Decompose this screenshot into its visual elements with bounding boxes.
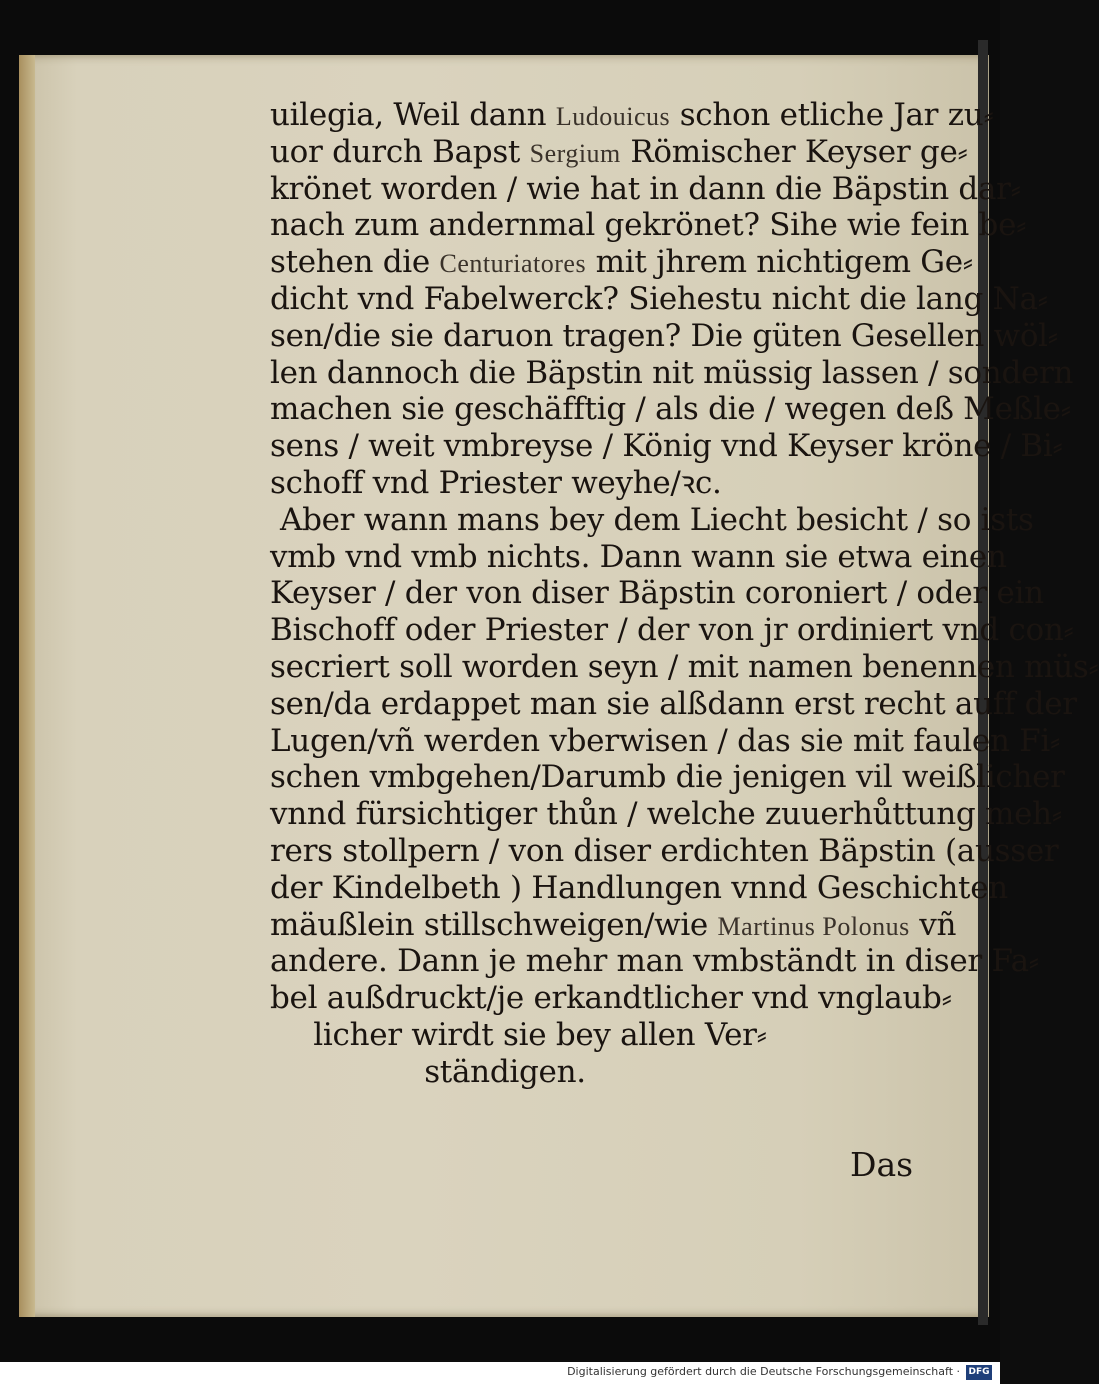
text-line xyxy=(270,1017,930,1054)
text-segment: bel außdruckt/je erkandtlicher vnd vnglaub⸗ xyxy=(270,980,952,1017)
text-line xyxy=(270,354,1074,392)
text-segment: der Kindelbeth ) Handlungen vnnd Geschichten xyxy=(270,869,1008,906)
text-segment: Keyser / der von diser Bäpstin coroniert / oder ein xyxy=(270,575,1044,612)
text-segment: uor durch Bapst xyxy=(270,133,530,170)
text-line xyxy=(270,280,1048,318)
text-segment: uilegia, Weil dann xyxy=(270,97,556,133)
text-line xyxy=(270,1054,930,1091)
text-segment: rers stollpern / von diser erdichten Bäpstin (ausser xyxy=(270,832,1059,869)
text-segment: mäußlein stillschweigen/wie xyxy=(270,906,718,943)
text-segment: vmb vnd vmb nichts. Dann wann sie etwa einen xyxy=(270,538,1007,575)
text-line xyxy=(270,97,994,134)
text-line xyxy=(270,133,968,171)
text-line xyxy=(270,648,1099,686)
text-line xyxy=(270,759,1065,796)
text-line xyxy=(270,575,1044,612)
roman-name: Centuriatores xyxy=(439,249,587,279)
text-segment: len dannoch die Bäpstin nit müssig lassen / sondern xyxy=(270,354,1074,391)
text-line xyxy=(270,685,1077,723)
text-segment: secriert soll worden seyn / mit namen benennen müs⸗ xyxy=(270,648,1099,685)
footer-bar xyxy=(0,1362,1000,1384)
text-line xyxy=(270,612,1074,649)
text-segment: ständigen. xyxy=(424,1053,586,1090)
roman-name: Martinus Polonus xyxy=(717,911,910,941)
catchword: Das xyxy=(850,1145,914,1184)
text-segment: machen sie geschäfftig / als die / wegen deß Meßle⸗ xyxy=(270,391,1071,428)
text-segment: vñ xyxy=(909,906,957,943)
text-segment: Aber wann mans bey dem Liecht besicht / so ists xyxy=(280,501,1034,538)
text-segment: dicht vnd Fabelwerck? Siehestu nicht die lang Na⸗ xyxy=(270,280,1048,317)
text-line xyxy=(270,980,952,1017)
text-segment: Lugen/vñ werden vberwisen / das sie mit faulen Fi⸗ xyxy=(270,722,1061,759)
text-segment: sen/da erdappet man sie alßdann erst recht auff der xyxy=(270,685,1077,722)
text-segment: vnnd fürsichtiger thůn / welche zuuerhůttung meh⸗ xyxy=(270,796,1062,833)
body-text xyxy=(270,97,1099,1091)
text-segment: Bischoff oder Priester / der von jr ordiniert vnd con⸗ xyxy=(270,612,1074,649)
text-line xyxy=(270,906,957,944)
footer-credit: Digitalisierung gefördert durch die Deutsche Forschungsgemeinschaft · xyxy=(567,1365,960,1378)
text-segment: schon etliche Jar zu⸗ xyxy=(670,97,994,133)
text-line xyxy=(270,943,1039,980)
text-line xyxy=(270,722,1061,760)
text-line xyxy=(270,538,1007,576)
text-line xyxy=(270,869,1008,907)
text-line xyxy=(270,428,1063,465)
page-gutter-edge xyxy=(19,55,35,1317)
text-segment: schoff vnd Priester weyhe/ꝛc. xyxy=(270,464,722,501)
text-line xyxy=(270,170,1021,208)
text-segment: schen vmbgehen/Darumb die jenigen vil weißlicher xyxy=(270,759,1065,796)
text-segment: krönet worden / wie hat in dann die Bäpstin dar⸗ xyxy=(270,170,1021,207)
roman-name: Ludouicus xyxy=(555,102,671,131)
text-segment: licher wirdt sie bey allen Ver⸗ xyxy=(313,1016,767,1053)
text-segment: sens / weit vmbreyse / König vnd Keyser kröne / Bi⸗ xyxy=(270,428,1063,465)
text-line xyxy=(270,244,973,281)
dfg-logo-icon: DFG xyxy=(966,1365,992,1380)
text-line xyxy=(270,317,1058,355)
roman-name: Sergium xyxy=(529,138,621,168)
text-line xyxy=(270,465,930,502)
text-line xyxy=(270,391,1071,428)
text-segment: sen/die sie daruon tragen? Die güten Gesellen wöl⸗ xyxy=(270,317,1058,354)
text-line xyxy=(270,207,1027,244)
text-line xyxy=(270,832,1059,870)
text-line xyxy=(270,501,1034,539)
text-segment: Römischer Keyser ge⸗ xyxy=(620,133,968,170)
text-segment: nach zum andernmal gekrönet? Sihe wie fein be⸗ xyxy=(270,207,1027,244)
text-segment: stehen die xyxy=(270,244,440,281)
text-segment: andere. Dann je mehr man vmbständt in diser Fa⸗ xyxy=(270,943,1039,980)
text-line xyxy=(270,796,1062,833)
text-segment: mit jhrem nichtigem Ge⸗ xyxy=(586,244,973,281)
